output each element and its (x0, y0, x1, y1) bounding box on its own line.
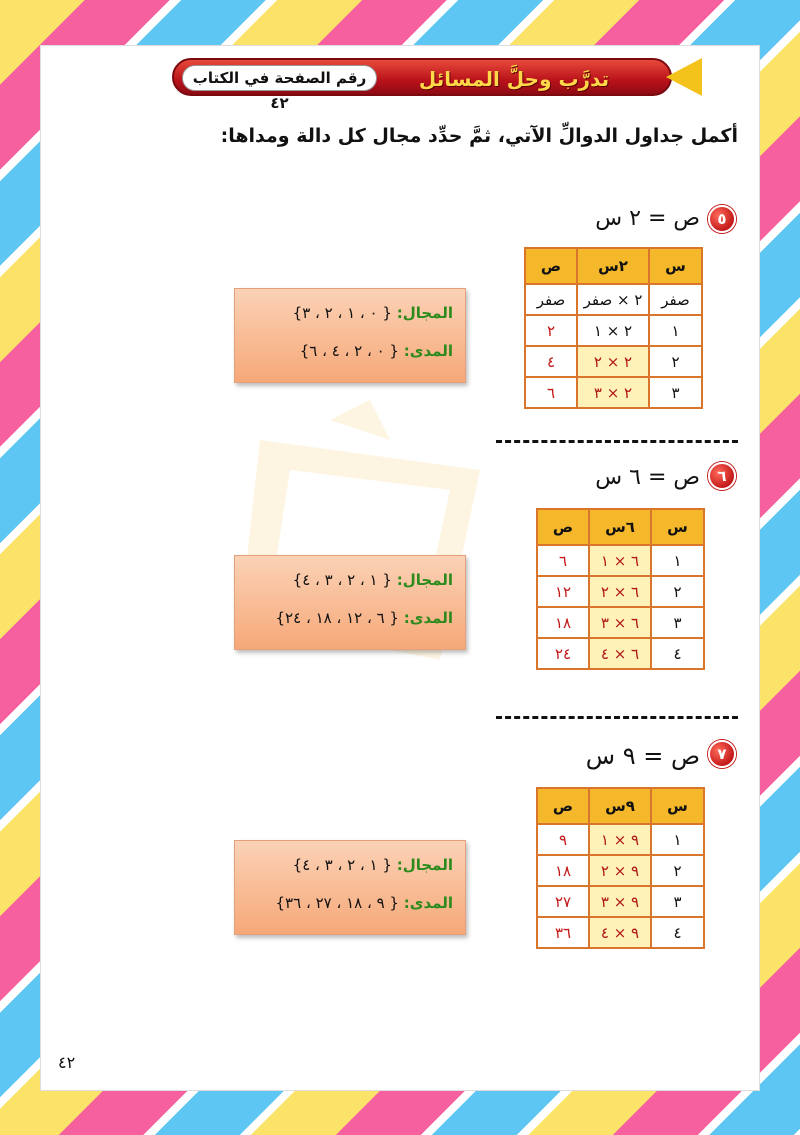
column-header: ص (537, 509, 589, 545)
column-header: س (649, 248, 702, 284)
exercise-equation: ص = ٢ س (595, 206, 700, 231)
table-header-row (537, 509, 704, 545)
section-banner (172, 58, 702, 112)
range-value: { ٩ ، ١٨ ، ٢٧ ، ٣٦} (275, 894, 399, 912)
expression-cell: ٩ × ٢ (589, 855, 651, 886)
x-cell: صفر (649, 284, 702, 315)
column-header: ٢س (577, 248, 649, 284)
x-cell: ١ (651, 824, 704, 855)
y-cell: ١٨ (537, 607, 589, 638)
y-cell: ٢٤ (537, 638, 589, 669)
table-row (537, 855, 704, 886)
domain-range-box (234, 555, 466, 650)
expression-cell: ٩ × ٤ (589, 917, 651, 948)
x-cell: ١ (651, 545, 704, 576)
table-row (525, 284, 702, 315)
domain-value: { ١ ، ٢ ، ٣ ، ٤} (292, 571, 392, 589)
domain-range-box (234, 288, 466, 383)
range-label: المدى: (403, 894, 453, 912)
y-cell: ٩ (537, 824, 589, 855)
table-header-row (537, 788, 704, 824)
domain-value: { ٠ ، ١ ، ٢ ، ٣} (292, 304, 392, 322)
expression-cell: ٦ × ٢ (589, 576, 651, 607)
dashed-divider (496, 716, 738, 719)
expression-cell: ٩ × ١ (589, 824, 651, 855)
table-row (537, 607, 704, 638)
expression-cell: ٦ × ٣ (589, 607, 651, 638)
column-header: س (651, 788, 704, 824)
table-row (537, 886, 704, 917)
x-cell: ٤ (651, 917, 704, 948)
table-row (537, 638, 704, 669)
y-cell: ١٢ (537, 576, 589, 607)
x-cell: ٣ (649, 377, 702, 408)
table-row (525, 346, 702, 377)
range-line (243, 889, 453, 927)
exercise-number-badge: ٥ (708, 205, 736, 233)
instruction-text: أكمل جداول الدوالِّ الآتي، ثمَّ حدِّد مجال كل دالة ومداها: (220, 125, 738, 147)
expression-cell: ٢ × ١ (577, 315, 649, 346)
column-header: ص (525, 248, 577, 284)
section-title: تدرَّب وحلَّ المسائل (418, 67, 610, 91)
expression-cell: ٢ × ٢ (577, 346, 649, 377)
expression-cell: ٢ × صفر (577, 284, 649, 315)
x-cell: ٤ (651, 638, 704, 669)
domain-line (243, 299, 453, 337)
domain-label: المجال: (396, 856, 453, 874)
column-header: ٩س (589, 788, 651, 824)
column-header: س (651, 509, 704, 545)
expression-cell: ٦ × ١ (589, 545, 651, 576)
column-header: ص (537, 788, 589, 824)
domain-label: المجال: (396, 571, 453, 589)
book-page-reference: رقم الصفحة في الكتاب ٤٢ (182, 65, 377, 91)
function-table (536, 508, 705, 670)
exercise-equation: ص = ٦ س (595, 465, 700, 490)
table-header-row (525, 248, 702, 284)
range-line (243, 604, 453, 642)
exercise-number-badge: ٧ (708, 740, 736, 768)
table-row (537, 917, 704, 948)
y-cell: ٣٦ (537, 917, 589, 948)
domain-line (243, 851, 453, 889)
x-cell: ١ (649, 315, 702, 346)
y-cell: ١٨ (537, 855, 589, 886)
function-table (524, 247, 703, 409)
table-row (537, 545, 704, 576)
domain-line (243, 566, 453, 604)
domain-label: المجال: (396, 304, 453, 322)
expression-cell: ٢ × ٣ (577, 377, 649, 408)
banner-body (172, 58, 672, 112)
x-cell: ٣ (651, 886, 704, 917)
y-cell: ٢٧ (537, 886, 589, 917)
range-line (243, 337, 453, 375)
domain-range-box (234, 840, 466, 935)
table-row (537, 576, 704, 607)
table-row (537, 824, 704, 855)
y-cell: صفر (525, 284, 577, 315)
banner-arrow-icon (666, 58, 702, 96)
exercise-equation: ص = ٩ س (585, 742, 700, 770)
y-cell: ٢ (525, 315, 577, 346)
table-row (525, 315, 702, 346)
page-number: ٤٢ (58, 1053, 76, 1072)
table-row (525, 377, 702, 408)
exercise-number-badge: ٦ (708, 462, 736, 490)
expression-cell: ٦ × ٤ (589, 638, 651, 669)
range-label: المدى: (403, 342, 453, 360)
expression-cell: ٩ × ٣ (589, 886, 651, 917)
y-cell: ٤ (525, 346, 577, 377)
range-value: { ٦ ، ١٢ ، ١٨ ، ٢٤} (275, 609, 399, 627)
x-cell: ٣ (651, 607, 704, 638)
range-value: { ٠ ، ٢ ، ٤ ، ٦} (299, 342, 399, 360)
column-header: ٦س (589, 509, 651, 545)
x-cell: ٢ (651, 576, 704, 607)
y-cell: ٦ (537, 545, 589, 576)
x-cell: ٢ (649, 346, 702, 377)
domain-value: { ١ ، ٢ ، ٣ ، ٤} (292, 856, 392, 874)
function-table (536, 787, 705, 949)
dashed-divider (496, 440, 738, 443)
range-label: المدى: (403, 609, 453, 627)
x-cell: ٢ (651, 855, 704, 886)
y-cell: ٦ (525, 377, 577, 408)
